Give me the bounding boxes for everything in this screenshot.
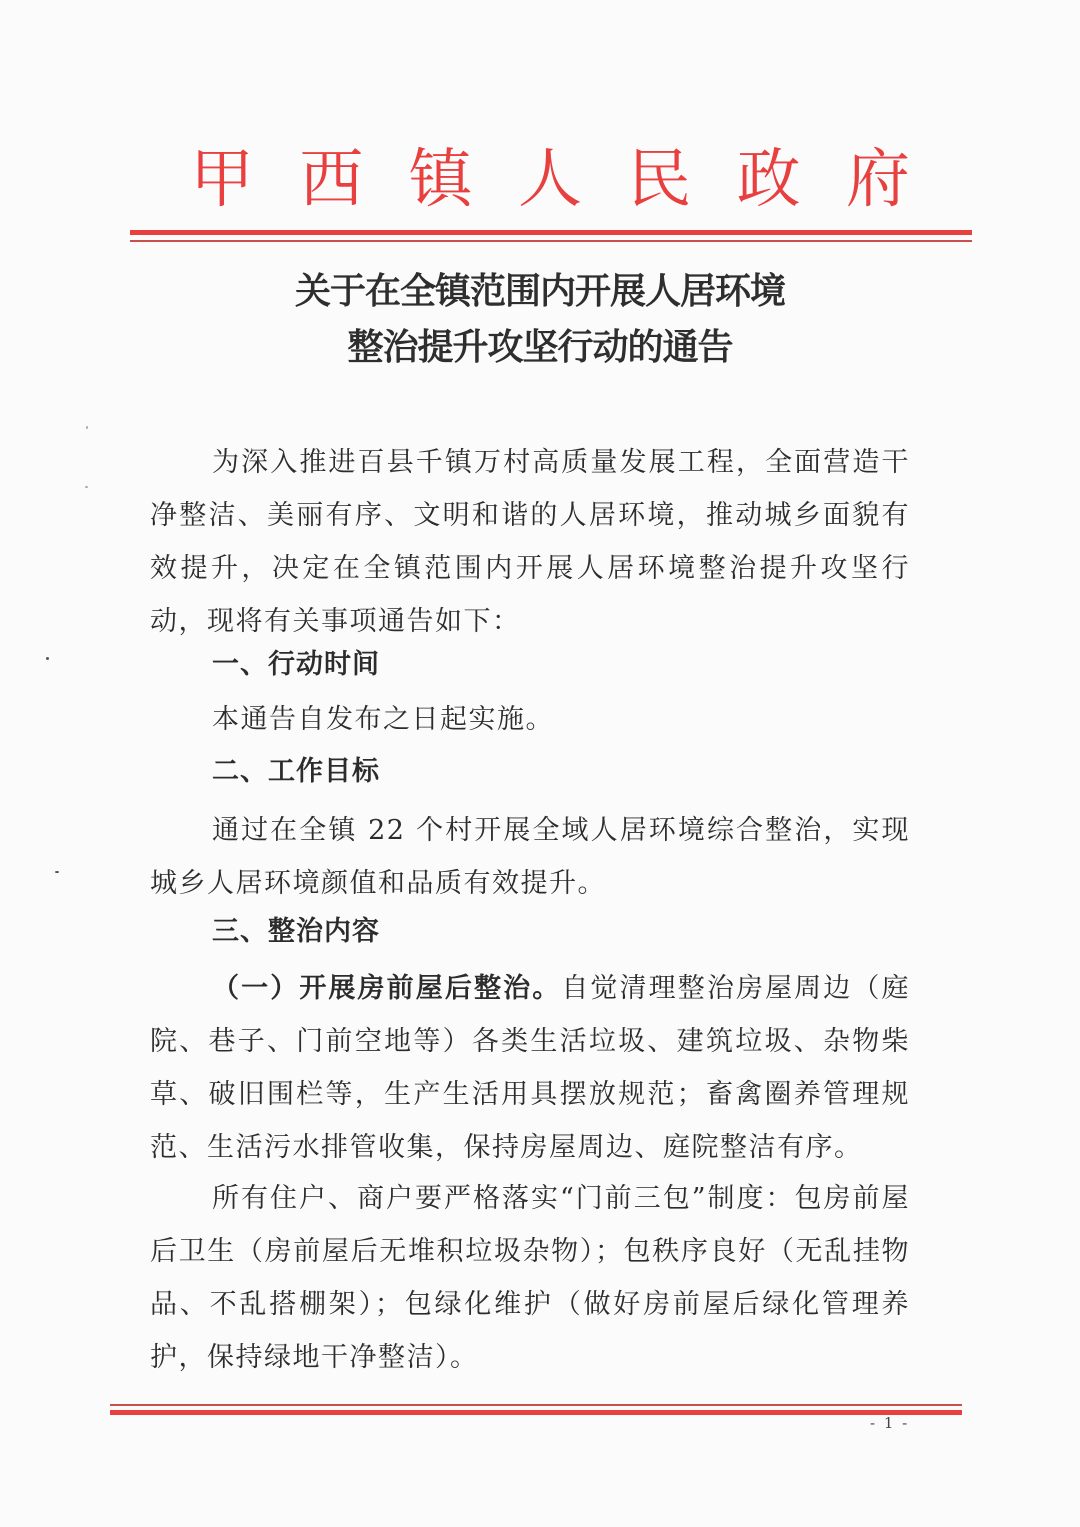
page-number: - 1 - — [870, 1414, 910, 1432]
issuer-char: 甲 — [190, 143, 254, 217]
header-rule-thin — [130, 240, 972, 242]
subsection-lead: （一）开展房前屋后整治。 — [212, 973, 562, 1004]
issuer-char: 民 — [627, 143, 692, 217]
scan-speck — [46, 657, 49, 660]
footer-rule-thin — [110, 1404, 962, 1406]
issuer-char: 镇 — [408, 143, 473, 217]
footer-rule-thick — [110, 1410, 962, 1415]
document-title-line2: 整治提升攻坚行动的通告 — [347, 327, 733, 368]
scan-speck — [85, 486, 88, 488]
scan-speck — [55, 871, 59, 873]
issuer-char: 西 — [299, 143, 364, 217]
section-heading-3: 三、整治内容 — [212, 916, 380, 947]
section-body-2: 通过在全镇 22 个村开展全域人居环境综合整治，实现城乡人居环境颜值和品质有效提升。 — [150, 815, 910, 899]
subsection-body: 自觉清理整治房屋周边（庭院、巷子、门前空地等）各类生活垃圾、建筑垃圾、杂物柴草、破旧围栏等，生产生活用具摆放规范；畜禽圈养管理规范、生活污水排管收集，保持房屋周边、庭院整洁有序。 — [150, 973, 911, 1163]
intro-paragraph: 为深入推进百县千镇万村高质量发展工程，全面营造干净整洁、美丽有序、文明和谐的人居环境，推动城乡面貌有效提升，决定在全镇范围内开展人居环境整治提升攻坚行动，现将有关事项通告如下： — [150, 447, 910, 637]
issuer-char: 人 — [517, 143, 582, 217]
section-heading-2: 二、工作目标 — [212, 756, 380, 787]
section-body-1: 本通告自发布之日起实施。 — [212, 704, 554, 735]
issuer-header — [150, 140, 930, 220]
header-rule-thick — [130, 230, 972, 235]
section-heading-1: 一、行动时间 — [212, 649, 380, 680]
section3-sub1-paragraph — [150, 962, 910, 1174]
section3-paragraph-2: 所有住户、商户要严格落实“门前三包”制度：包房前屋后卫生（房前屋后无堆积垃圾杂物）；包秩序良好（无乱挂物品、不乱搭棚架）；包绿化维护（做好房前屋后绿化管理养护，保持绿地干净整洁）。 — [150, 1183, 910, 1373]
scan-speck — [86, 426, 88, 429]
document-title-line1: 关于在全镇范围内开展人居环境 — [294, 271, 785, 312]
issuer-char: 府 — [845, 143, 910, 217]
issuer-char: 政 — [736, 143, 801, 217]
